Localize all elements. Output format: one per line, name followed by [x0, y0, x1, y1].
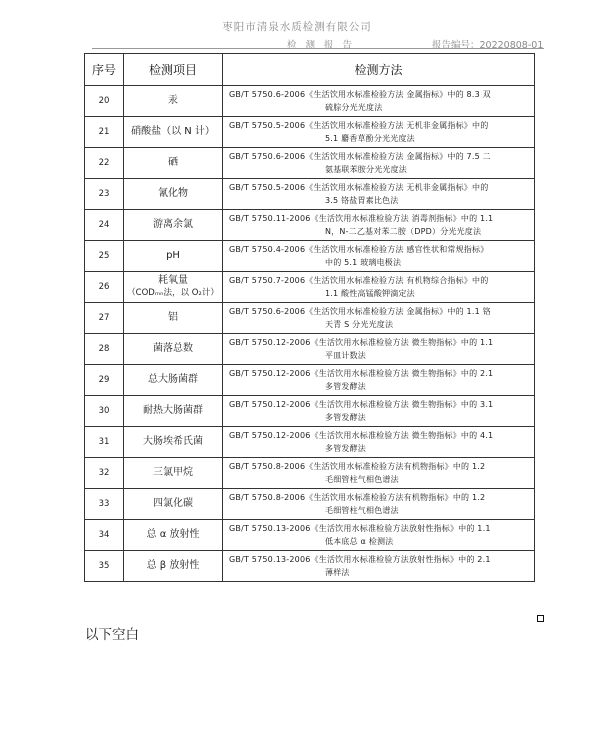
- column-header-item: 检测项目: [124, 54, 223, 86]
- method-line-1: GB/T 5750.8-2006《生活饮用水标准检验方法有机物指标》中的 1.2: [229, 493, 486, 502]
- table-row: [85, 179, 535, 210]
- test-item: [124, 179, 223, 210]
- method-line-2: 薄样法: [325, 568, 350, 577]
- method-line-1: GB/T 5750.13-2006《生活饮用水标准检验方法放射性指标》中的 1.1: [229, 524, 491, 533]
- table-row: [85, 427, 535, 458]
- row-number: 34: [85, 520, 124, 551]
- method-line-1: GB/T 5750.5-2006《生活饮用水标准检验方法 无机非金属指标》中的: [229, 183, 489, 192]
- test-item-name: 总 α 放射性: [146, 529, 200, 540]
- method-line-2: 多管发酵法: [325, 382, 366, 391]
- row-number: 23: [85, 179, 124, 210]
- method-line-2: 硫腙分光光度法: [325, 103, 383, 112]
- test-item-name: 三氯甲烷: [153, 467, 193, 478]
- table-row: [85, 520, 535, 551]
- test-method: [223, 272, 535, 303]
- method-line-2: 1.1 酸性高锰酸钾滴定法: [325, 289, 415, 298]
- method-line-2: 毛细管柱气相色谱法: [325, 506, 399, 515]
- row-number: 22: [85, 148, 124, 179]
- method-line-1: GB/T 5750.12-2006《生活饮用水标准检验方法 微生物指标》中的 2.1: [229, 369, 494, 378]
- table-row: [85, 241, 535, 272]
- report-number: 报告编号：20220808-01: [432, 40, 544, 51]
- test-item-name: 硝酸盐（以 N 计）: [131, 126, 215, 137]
- test-item-name: 总 β 放射性: [146, 560, 200, 571]
- test-item-name: 汞: [168, 95, 178, 106]
- test-item-name: 大肠埃希氏菌: [143, 436, 203, 447]
- page-corner-marker: [537, 615, 544, 622]
- test-item-name: 菌落总数: [153, 343, 193, 354]
- row-number: 33: [85, 489, 124, 520]
- row-number: 24: [85, 210, 124, 241]
- test-item: [124, 148, 223, 179]
- test-item: [124, 334, 223, 365]
- method-line-2: N，N-二乙基对苯二胺（DPD）分光光度法: [325, 227, 482, 236]
- method-line-2: 氨基联苯胺分光光度法: [325, 165, 407, 174]
- row-number: 30: [85, 396, 124, 427]
- row-number: 27: [85, 303, 124, 334]
- method-line-2: 多管发酵法: [325, 444, 366, 453]
- test-method: [223, 396, 535, 427]
- test-item-name: 铝: [168, 312, 178, 323]
- test-method: [223, 458, 535, 489]
- test-item-name: 硒: [168, 157, 178, 168]
- test-method: [223, 427, 535, 458]
- test-item: [124, 365, 223, 396]
- row-number: 32: [85, 458, 124, 489]
- method-line-2: 低本底总 α 检测法: [325, 537, 394, 546]
- table-row: [85, 303, 535, 334]
- row-number: 31: [85, 427, 124, 458]
- row-number: 35: [85, 551, 124, 582]
- method-line-2: 多管发酵法: [325, 413, 366, 422]
- test-item: [124, 86, 223, 117]
- row-number: 20: [85, 86, 124, 117]
- table-row: [85, 210, 535, 241]
- test-method: [223, 117, 535, 148]
- table-row: [85, 489, 535, 520]
- test-method: [223, 148, 535, 179]
- test-item-name: 耐热大肠菌群: [143, 405, 203, 416]
- method-line-1: GB/T 5750.6-2006《生活饮用水标准检验方法 金属指标》中的 8.3 双: [229, 90, 491, 99]
- test-item-name: 氰化物: [158, 188, 188, 199]
- row-number: 21: [85, 117, 124, 148]
- method-line-1: GB/T 5750.4-2006《生活饮用水标准检验方法 感官性状和常规指标》: [229, 245, 489, 254]
- test-item: [124, 241, 223, 272]
- test-item: [124, 303, 223, 334]
- test-method: [223, 520, 535, 551]
- test-item: [124, 210, 223, 241]
- method-line-2: 天青 S 分光光度法: [325, 320, 394, 329]
- test-item-name: pH: [166, 250, 180, 261]
- table-row: [85, 148, 535, 179]
- method-line-1: GB/T 5750.8-2006《生活饮用水标准检验方法有机物指标》中的 1.2: [229, 462, 486, 471]
- test-item: [124, 520, 223, 551]
- company-name: 枣阳市清泉水质检测有限公司: [222, 21, 372, 33]
- table-row: [85, 551, 535, 582]
- method-line-1: GB/T 5750.12-2006《生活饮用水标准检验方法 微生物指标》中的 1.1: [229, 338, 494, 347]
- row-number: 26: [85, 272, 124, 303]
- test-method: [223, 334, 535, 365]
- test-method: [223, 365, 535, 396]
- table-row: [85, 86, 535, 117]
- document-title: 检 测 报 告: [287, 40, 356, 51]
- test-method: [223, 303, 535, 334]
- test-method: [223, 86, 535, 117]
- blank-below-note: 以下空白: [85, 627, 139, 643]
- table-row: [85, 117, 535, 148]
- test-item: [124, 427, 223, 458]
- column-header-no: 序号: [85, 54, 124, 86]
- method-line-1: GB/T 5750.7-2006《生活饮用水标准检验方法 有机物综合指标》中的: [229, 276, 489, 285]
- test-item-note: （CODₘₙ法，以 O₂计）: [127, 288, 219, 298]
- test-item-name: 四氯化碳: [153, 498, 193, 509]
- method-line-1: GB/T 5750.12-2006《生活饮用水标准检验方法 微生物指标》中的 3.1: [229, 400, 494, 409]
- method-line-2: 中的 5.1 玻璃电极法: [325, 258, 402, 267]
- test-item: [124, 272, 223, 303]
- table-row: [85, 272, 535, 303]
- column-header-method: 检测方法: [223, 54, 535, 86]
- test-item-name: 游离余氯: [153, 219, 193, 230]
- test-item: [124, 117, 223, 148]
- test-method: [223, 489, 535, 520]
- test-item: [124, 489, 223, 520]
- method-line-1: GB/T 5750.12-2006《生活饮用水标准检验方法 微生物指标》中的 4.1: [229, 431, 494, 440]
- method-line-1: GB/T 5750.11-2006《生活饮用水标准检验方法 消毒剂指标》中的 1.1: [229, 214, 494, 223]
- test-item-name: 耗氧量: [158, 275, 188, 286]
- test-item: [124, 396, 223, 427]
- table-row: [85, 334, 535, 365]
- test-item-name: 总大肠菌群: [148, 374, 198, 385]
- test-item: [124, 458, 223, 489]
- method-line-1: GB/T 5750.6-2006《生活饮用水标准检验方法 金属指标》中的 7.5 二: [229, 152, 491, 161]
- test-item: [124, 551, 223, 582]
- method-line-2: 3.5 铬盐胃素比色法: [325, 196, 399, 205]
- test-method: [223, 179, 535, 210]
- test-method: [223, 210, 535, 241]
- table-row: [85, 458, 535, 489]
- method-line-2: 毛细管柱气相色谱法: [325, 475, 399, 484]
- table-row: [85, 396, 535, 427]
- method-line-2: 5.1 麝香草酚分光光度法: [325, 134, 415, 143]
- table-row: [85, 365, 535, 396]
- row-number: 29: [85, 365, 124, 396]
- row-number: 28: [85, 334, 124, 365]
- header-divider: [92, 48, 544, 49]
- method-line-1: GB/T 5750.5-2006《生活饮用水标准检验方法 无机非金属指标》中的: [229, 121, 489, 130]
- row-number: 25: [85, 241, 124, 272]
- test-method: [223, 241, 535, 272]
- table-header-row: [85, 54, 535, 86]
- method-line-1: GB/T 5750.6-2006《生活饮用水标准检验方法 金属指标》中的 1.1 铬: [229, 307, 491, 316]
- method-line-2: 平皿计数法: [325, 351, 366, 360]
- test-method: [223, 551, 535, 582]
- test-methods-table: [84, 53, 535, 582]
- method-line-1: GB/T 5750.13-2006《生活饮用水标准检验方法放射性指标》中的 2.1: [229, 555, 491, 564]
